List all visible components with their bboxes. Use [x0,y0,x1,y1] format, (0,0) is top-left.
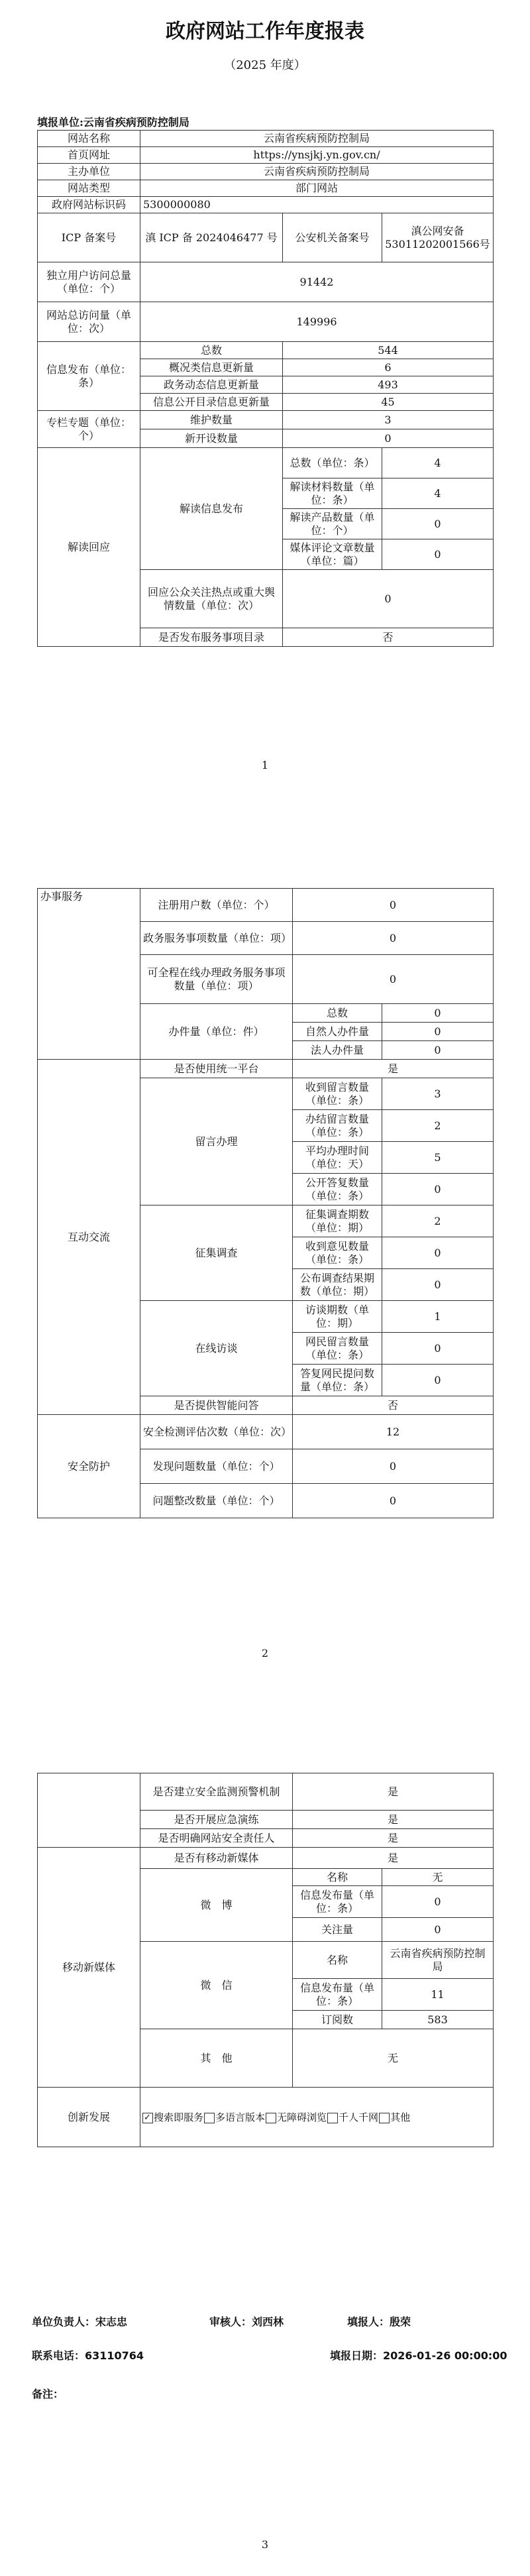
innovation-option-other[interactable]: 其他 [378,2111,410,2123]
report-table-page3 [37,1773,494,2147]
case-person-label: 自然人办件量 [293,1023,382,1041]
interpretation-publish-label: 解读信息发布 [140,448,283,570]
msg-public-reply-value: 0 [382,1174,494,1205]
interp-material-value: 4 [382,478,494,509]
survey-label: 征集调查 [140,1205,293,1301]
survey-opinions-label: 收到意见数量（单位：条） [293,1237,382,1269]
report-year: （2025 年度） [224,58,306,72]
police-record-label: 公安机关备案号 [283,213,382,262]
survey-results-label: 公布调查结果期数（单位：期） [293,1269,382,1301]
weibo-name-label: 名称 [293,1869,382,1886]
site-id-label: 政府网站标识码 [38,197,140,213]
service-catalog-value: 否 [283,628,494,647]
checkbox-icon[interactable] [327,2113,338,2123]
security-checks-value: 12 [293,1415,494,1449]
weibo-posts-value: 0 [382,1886,494,1918]
registered-users-label: 注册用户数（单位：个） [140,889,293,922]
has-new-media-label: 是否有移动新媒体 [140,1848,293,1869]
innovation-option-multilang[interactable]: 多语言版本 [203,2111,265,2123]
checkbox-icon[interactable] [204,2113,215,2123]
innovation-option-accessibility[interactable]: 无障碍浏览 [265,2111,327,2123]
monitor-value: 是 [293,1773,494,1811]
column-new-value: 0 [283,429,494,448]
checkbox-icon[interactable] [266,2113,276,2123]
column-maintained-label: 维护数量 [140,411,283,429]
smart-qa-label: 是否提供智能问答 [140,1396,293,1415]
interview-answers-label: 答复网民提问数量（单位：条） [293,1365,382,1396]
responsible-label: 是否明确网站安全责任人 [140,1829,293,1848]
service-items-value: 0 [293,922,494,955]
has-new-media-value: 是 [293,1848,494,1869]
drill-value: 是 [293,1811,494,1829]
case-person-value: 0 [382,1023,494,1041]
drill-label: 是否开展应急演练 [140,1811,293,1829]
interp-total-label: 总数（单位：条） [283,448,382,478]
innovation-options [140,2088,494,2147]
interview-periods-value: 1 [382,1301,494,1333]
fill-date: 填报日期：2026-01-26 00:00:00 [330,2349,507,2362]
page-views-label: 网站总访问量（单位：次） [38,302,140,342]
info-overview-label: 概况类信息更新量 [140,359,283,376]
page-number-3: 3 [261,2538,269,2551]
innovation-option-search[interactable]: ✓ 搜索即服务 [142,2111,203,2123]
unique-visitors-label: 独立用户访问总量（单位：个） [38,262,140,302]
info-overview-value: 6 [283,359,494,376]
msg-closed-label: 办结留言数量（单位：条） [293,1110,382,1142]
msg-avg-time-value: 5 [382,1142,494,1174]
unified-platform-label: 是否使用统一平台 [140,1060,293,1078]
monitor-label: 是否建立安全监测预警机制 [140,1773,293,1811]
case-legal-value: 0 [382,1041,494,1060]
wechat-posts-value: 11 [382,1979,494,2011]
interp-material-label: 解读材料数量（单位：条） [283,478,382,509]
weibo-followers-label: 关注量 [293,1918,382,1942]
interview-periods-label: 访谈期数（单位：期） [293,1301,382,1333]
office-service-label: 办事服务 [38,889,140,1060]
site-name-label: 网站名称 [38,131,140,147]
case-total-value: 0 [382,1004,494,1023]
survey-periods-value: 2 [382,1205,494,1237]
interp-product-value: 0 [382,509,494,539]
msg-received-value: 3 [382,1078,494,1110]
report-title: 政府网站工作年度报表 [166,20,364,43]
special-column-label: 专栏专题（单位：个） [38,411,140,448]
issues-fixed-value: 0 [293,1484,494,1518]
media-comment-label: 媒体评论文章数量（单位：篇） [283,539,382,570]
police-record-value: 滇公网安备53011202001566号 [382,213,494,262]
security-cont-blank [38,1773,140,1848]
weibo-name-value: 无 [382,1869,494,1886]
contact-phone: 联系电话：63110764 [32,2349,144,2362]
unique-visitors-value: 91442 [140,262,494,302]
info-total-value: 544 [283,342,494,359]
case-legal-label: 法人办件量 [293,1041,382,1060]
hotspot-response-value: 0 [283,570,494,628]
info-catalog-value: 45 [283,394,494,411]
wechat-posts-label: 信息发布量（单位：条） [293,1979,382,2011]
security-label: 安全防护 [38,1415,140,1518]
case-volume-label: 办件量（单位：件） [140,1004,293,1060]
site-id-value: 5300000080 [140,197,494,213]
page-views-value: 149996 [140,302,494,342]
interpretation-label: 解读回应 [38,448,140,647]
remarks: 备注： [32,2388,64,2400]
report-table-page1 [37,130,494,647]
survey-results-value: 0 [382,1269,494,1301]
message-handling-label: 留言办理 [140,1078,293,1205]
security-checks-label: 安全检测评估次数（单位：次） [140,1415,293,1449]
wechat-label: 微 信 [140,1942,293,2029]
wechat-name-value: 云南省疾病预防控制局 [382,1942,494,1979]
msg-public-reply-label: 公开答复数量（单位：条） [293,1174,382,1205]
other-media-value: 无 [293,2029,494,2088]
interp-total-value: 4 [382,448,494,478]
interview-messages-value: 0 [382,1333,494,1365]
unified-platform-value: 是 [293,1060,494,1078]
host-unit-value: 云南省疾病预防控制局 [140,164,494,180]
online-items-value: 0 [293,955,494,1004]
new-media-label: 移动新媒体 [38,1848,140,2088]
wechat-subscribers-value: 583 [382,2011,494,2029]
case-total-label: 总数 [293,1004,382,1023]
service-items-label: 政务服务事项数量（单位：项） [140,922,293,955]
online-items-label: 可全程在线办理政务服务事项数量（单位：项） [140,955,293,1004]
site-type-value: 部门网站 [140,180,494,197]
reporting-unit: 填报单位:云南省疾病预防控制局 [37,116,189,129]
weibo-label: 微 博 [140,1869,293,1942]
report-table-page2 [37,888,494,1518]
interaction-label: 互动交流 [38,1060,140,1415]
checkbox-icon[interactable] [142,2113,153,2123]
responsible-value: 是 [293,1829,494,1848]
hotspot-response-label: 回应公众关注热点或重大舆情数量（单位：次） [140,570,283,628]
reviewer: 审核人：刘西林 [209,2316,284,2328]
weibo-followers-value: 0 [382,1918,494,1942]
info-news-label: 政务动态信息更新量 [140,376,283,394]
column-new-label: 新开设数量 [140,429,283,448]
survey-periods-label: 征集调查期数（单位：期） [293,1205,382,1237]
interview-messages-label: 网民留言数量（单位：条） [293,1333,382,1365]
smart-qa-value: 否 [293,1396,494,1415]
msg-closed-value: 2 [382,1110,494,1142]
other-media-label: 其 他 [140,2029,293,2088]
service-catalog-label: 是否发布服务事项目录 [140,628,283,647]
site-name-value: 云南省疾病预防控制局 [140,131,494,147]
interview-answers-value: 0 [382,1365,494,1396]
info-total-label: 总数 [140,342,283,359]
registered-users-value: 0 [293,889,494,922]
innovation-label: 创新发展 [38,2088,140,2147]
icp-value: 滇 ICP 备 2024046477 号 [140,213,283,262]
filler: 填报人：殷荣 [347,2316,411,2328]
weibo-posts-label: 信息发布量（单位：条） [293,1886,382,1918]
wechat-subscribers-label: 订阅数 [293,2011,382,2029]
site-type-label: 网站类型 [38,180,140,197]
page-number-1: 1 [261,759,269,771]
home-url-label: 首页网址 [38,147,140,164]
page-number-2: 2 [261,1647,269,1659]
unit-head: 单位负责人：宋志忠 [32,2316,128,2328]
checkbox-icon[interactable] [379,2113,390,2123]
icp-label: ICP 备案号 [38,213,140,262]
info-catalog-label: 信息公开目录信息更新量 [140,394,283,411]
interp-product-label: 解读产品数量（单位：个） [283,509,382,539]
info-news-value: 493 [283,376,494,394]
issues-found-label: 发现问题数量（单位：个） [140,1449,293,1484]
column-maintained-value: 3 [283,411,494,429]
issues-found-value: 0 [293,1449,494,1484]
issues-fixed-label: 问题整改数量（单位：个） [140,1484,293,1518]
media-comment-value: 0 [382,539,494,570]
home-url-value: https://ynsjkj.yn.gov.cn/ [140,147,494,164]
host-unit-label: 主办单位 [38,164,140,180]
online-interview-label: 在线访谈 [140,1301,293,1396]
msg-received-label: 收到留言数量（单位：条） [293,1078,382,1110]
survey-opinions-value: 0 [382,1237,494,1269]
msg-avg-time-label: 平均办理时间（单位：天） [293,1142,382,1174]
info-publish-label: 信息发布（单位：条） [38,342,140,411]
innovation-option-personalized[interactable]: 千人千网 [327,2111,378,2123]
wechat-name-label: 名称 [293,1942,382,1979]
